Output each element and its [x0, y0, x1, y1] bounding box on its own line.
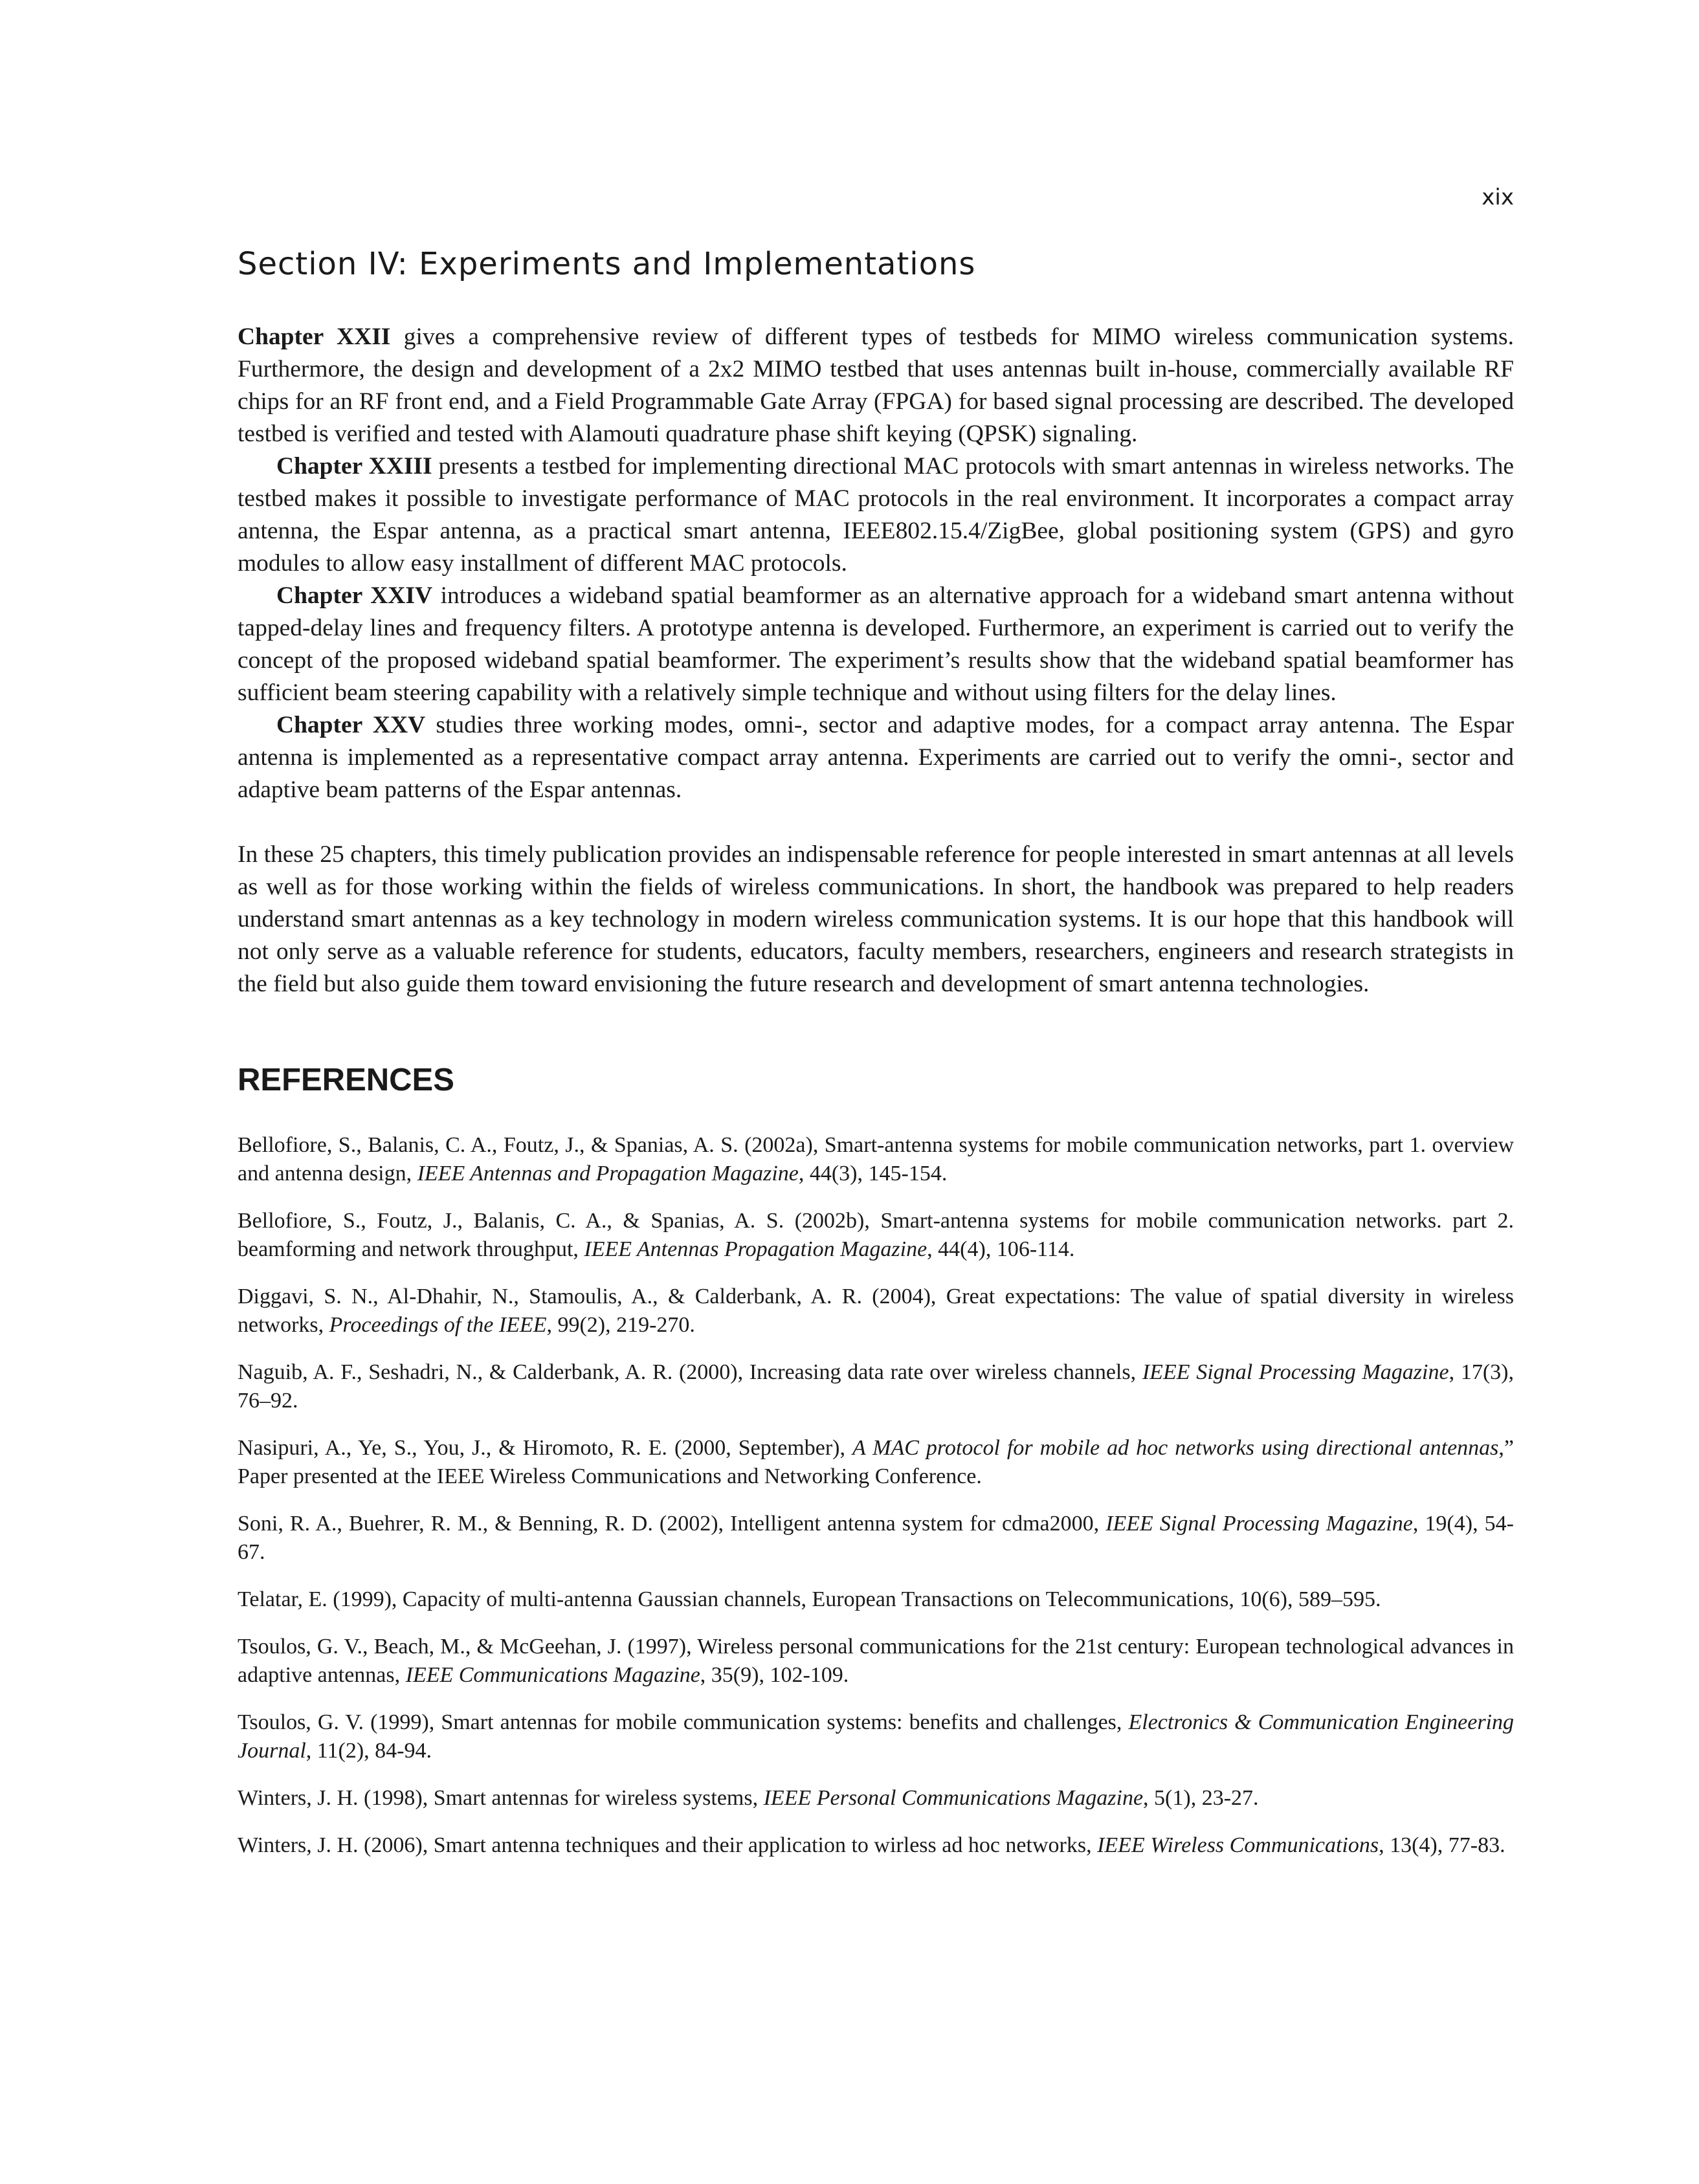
references-heading: REFERENCES — [238, 1062, 454, 1098]
reference-text: Tsoulos, G. V. (1999), Smart antennas for mobile communication systems: benefits and challenges, — [238, 1710, 1129, 1735]
reference-item — [238, 1831, 1514, 1860]
reference-item — [238, 1434, 1514, 1491]
reference-list — [238, 1131, 1514, 1860]
reference-text: Bellofiore, S., Foutz, J., Balanis, C. A., & Spanias, A. S. (2002b), Smart-antenna systems for mobile communication networks. part 2. beamforming and network throughput, — [238, 1209, 1514, 1262]
reference-details: , 99(2), 219-270. — [546, 1313, 695, 1338]
reference-item — [238, 1633, 1514, 1690]
reference-details: , 35(9), 102-109. — [700, 1663, 849, 1688]
reference-item — [238, 1708, 1514, 1765]
reference-item — [238, 1585, 1514, 1614]
page-number: xix — [1482, 184, 1514, 210]
chapter-summary-text: gives a comprehensive review of different types of testbeds for MIMO wireless communication systems. Furthermore, the design and development of a 2x2 MIMO testbed that uses antennas built in-house, commercially available RF chips for an RF front end, and a Field Programmable Gate Array (FPGA) for based signal processing are described. The developed testbed is verified and tested with Alamouti quadrature phase shift keying (QPSK) signaling. — [238, 323, 1514, 447]
reference-text: Diggavi, S. N., Al-Dhahir, N., Stamoulis, A., & Calderbank, A. R. (2004), Great expectations: The value of spatial diversity in wireless networks, — [238, 1285, 1514, 1338]
chapter-label: Chapter XXII — [238, 323, 391, 350]
reference-item — [238, 1207, 1514, 1264]
reference-details: , 5(1), 23-27. — [1143, 1786, 1259, 1811]
reference-text: Naguib, A. F., Seshadri, N., & Calderbank, A. R. (2000), Increasing data rate over wireless channels, — [238, 1360, 1142, 1385]
chapter-label: Chapter XXIV — [276, 582, 433, 609]
reference-source: IEEE Personal Communications Magazine — [763, 1786, 1144, 1811]
reference-source: IEEE Antennas and Propagation Magazine — [417, 1162, 799, 1186]
reference-details: ,” Paper presented at the IEEE Wireless Communications and Networking Conference. — [238, 1436, 1514, 1489]
reference-source: IEEE Antennas Propagation Magazine — [584, 1237, 927, 1262]
reference-source: IEEE Signal Processing Magazine — [1142, 1360, 1449, 1385]
reference-source: IEEE Wireless Communications — [1097, 1833, 1379, 1858]
reference-details: , 13(4), 77-83. — [1379, 1833, 1505, 1858]
chapter-paragraph — [238, 580, 1514, 709]
chapter-summary-text: presents a testbed for implementing directional MAC protocols with smart antennas in wireless networks. The testbed makes it possible to investigate performance of MAC protocols in the real environment. It incorporates a compact array antenna, the Espar antenna, as a practical smart antenna, IEEE802.15.4/ZigBee, global positioning system (GPS) and gyro modules to allow easy installment of different MAC protocols. — [238, 452, 1514, 577]
section-heading: Section IV: Experiments and Implementations — [238, 246, 976, 282]
reference-source: Proceedings of the IEEE — [329, 1313, 547, 1338]
reference-text: Bellofiore, S., Balanis, C. A., Foutz, J., & Spanias, A. S. (2002a), Smart-antenna systems for mobile communication networks, part 1. overview and antenna design, — [238, 1133, 1514, 1186]
reference-text: Winters, J. H. (1998), Smart antennas for wireless systems, — [238, 1786, 764, 1811]
reference-details: , 19(4), 54-67. — [238, 1512, 1514, 1565]
reference-text: Telatar, E. (1999), Capacity of multi-antenna Gaussian channels, European Transactions on Telecommunications, 10(6), 589–595. — [238, 1587, 1381, 1612]
reference-source: IEEE Communications Magazine — [405, 1663, 700, 1688]
reference-details: , 11(2), 84-94. — [305, 1739, 432, 1763]
reference-details: , 44(3), 145-154. — [798, 1162, 948, 1186]
closing-paragraph: In these 25 chapters, this timely publication provides an indispensable reference for people interested in smart antennas at all levels as well as for those working within the fields of wireless communications. In short, the handbook was prepared to help readers understand smart antennas as a key technology in modern wireless communication systems. It is our hope that this handbook will not only serve as a valuable reference for students, educators, faculty members, researchers, engineers and research strategists in the field but also guide them toward envisioning the future research and development of smart antenna technologies. — [238, 841, 1514, 997]
reference-text: Nasipuri, A., Ye, S., You, J., & Hiromoto, R. E. (2000, September), — [238, 1436, 852, 1461]
chapter-summaries — [238, 321, 1514, 806]
reference-text: Winters, J. H. (2006), Smart antenna techniques and their application to wirless ad hoc networks, — [238, 1833, 1098, 1858]
reference-details: , 17(3), 76–92. — [238, 1360, 1514, 1413]
chapter-paragraph — [238, 709, 1514, 806]
chapter-summary-text: introduces a wideband spatial beamformer as an alternative approach for a wideband smart antenna without tapped-delay lines and frequency filters. A prototype antenna is developed. Furthermore, an experiment is carried out to verify the concept of the proposed wideband spatial beamformer. The experiment’s results show that the wideband spatial beamformer has sufficient beam steering capability with a relatively simple technique and without using filters for the delay lines. — [238, 582, 1514, 706]
reference-text: Soni, R. A., Buehrer, R. M., & Benning, R. D. (2002), Intelligent antenna system for cdma2000, — [238, 1512, 1106, 1536]
reference-source: Electronics & Communication Engineering Journal — [238, 1710, 1514, 1763]
reference-item — [238, 1784, 1514, 1813]
chapter-paragraph — [238, 321, 1514, 450]
reference-item — [238, 1131, 1514, 1188]
reference-source: IEEE Signal Processing Magazine — [1105, 1512, 1413, 1536]
reference-item — [238, 1283, 1514, 1340]
chapter-paragraph — [238, 450, 1514, 580]
reference-item — [238, 1510, 1514, 1567]
reference-item — [238, 1358, 1514, 1415]
chapter-summary-text: studies three working modes, omni-, sector and adaptive modes, for a compact array antenna. The Espar antenna is implemented as a representative compact array antenna. Experiments are carried out to verify the omni-, sector and adaptive beam patterns of the Espar antennas. — [238, 711, 1514, 803]
page-content — [238, 246, 1514, 1879]
chapter-label: Chapter XXIII — [276, 452, 432, 480]
reference-source: A MAC protocol for mobile ad hoc networks using directional antennas — [852, 1436, 1499, 1461]
reference-details: , 44(4), 106-114. — [927, 1237, 1075, 1262]
reference-text: Tsoulos, G. V., Beach, M., & McGeehan, J. (1997), Wireless personal communications for the 21st century: European technological advances in adaptive antennas, — [238, 1635, 1514, 1688]
chapter-label: Chapter XXV — [276, 711, 426, 738]
